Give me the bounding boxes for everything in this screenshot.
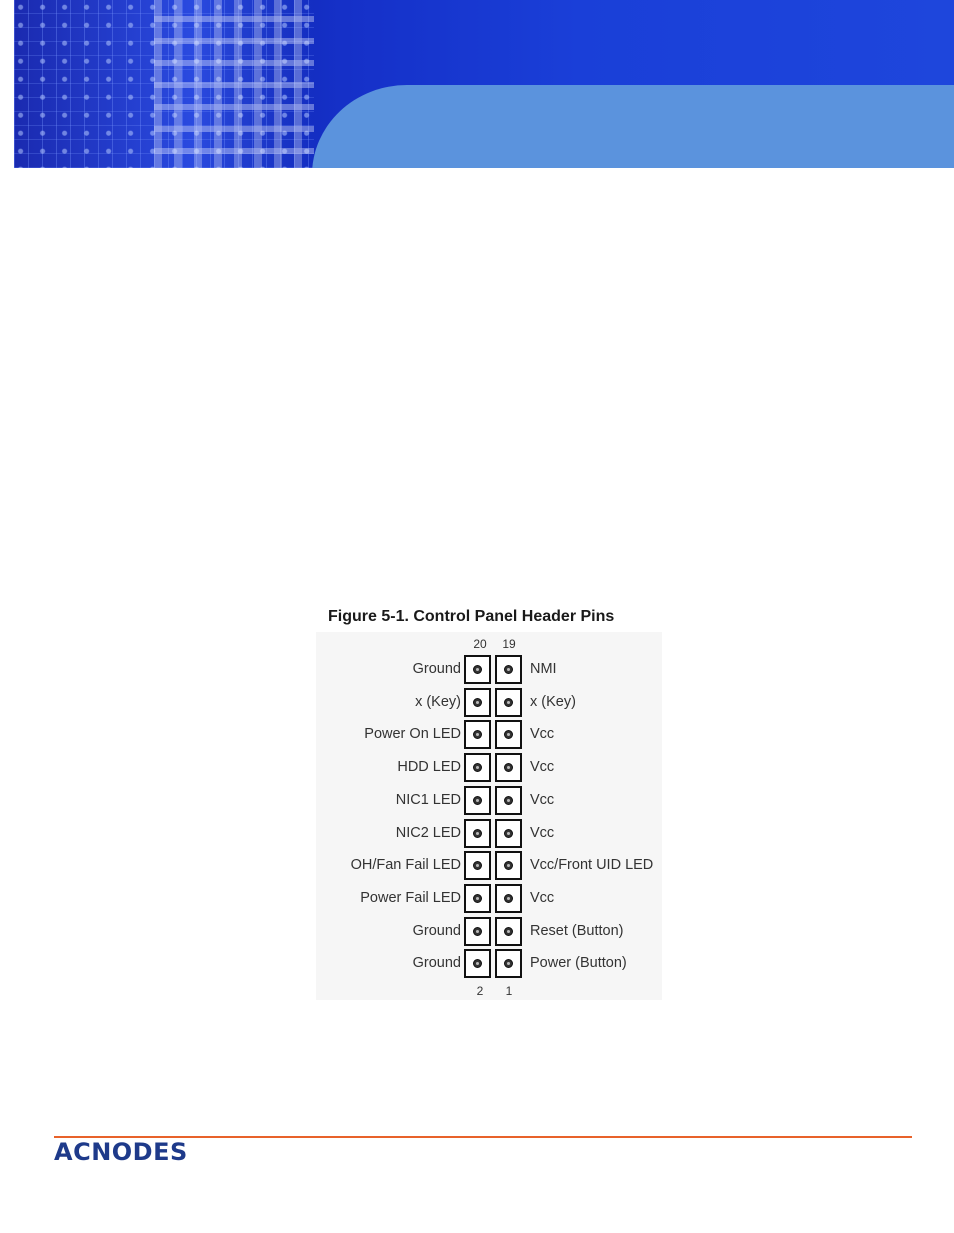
pin-label-left: OH/Fan Fail LED [350, 857, 461, 874]
pin-contact-icon [504, 698, 513, 707]
pin-contact-icon [504, 763, 513, 772]
pin-number-top-right: 19 [502, 637, 516, 651]
figure-title: Figure 5-1. Control Panel Header Pins [328, 608, 615, 625]
pin-right [495, 753, 522, 782]
pin-contact-icon [473, 861, 482, 870]
pin-contact-icon [504, 665, 513, 674]
pin-contact-icon [504, 959, 513, 968]
pin-right [495, 949, 522, 978]
pin-right [495, 786, 522, 815]
pin-left [464, 655, 491, 684]
pin-contact-icon [504, 829, 513, 838]
pin-label-left: HDD LED [397, 759, 461, 776]
pin-contact-icon [473, 959, 482, 968]
pin-label-left: NIC1 LED [395, 791, 461, 808]
pin-label-right: Vcc [530, 889, 555, 906]
control-panel-header-diagram [464, 655, 526, 981]
pin-left [464, 949, 491, 978]
circuit-components-image [154, 0, 314, 168]
pin-right [495, 851, 522, 880]
pin-label-right: Vcc/Front UID LED [530, 857, 654, 874]
pin-contact-icon [504, 861, 513, 870]
pin-left [464, 720, 491, 749]
acnodes-logo: ACNODES [54, 1138, 188, 1166]
pin-number-bottom-left: 2 [476, 984, 484, 998]
pin-contact-icon [473, 829, 482, 838]
pin-left [464, 753, 491, 782]
pin-label-left: NIC2 LED [395, 824, 461, 841]
pin-number-top-left: 20 [473, 637, 487, 651]
pin-label-right: Vcc [530, 791, 555, 808]
pin-left [464, 786, 491, 815]
pin-label-left: Power Fail LED [360, 889, 461, 906]
pin-contact-icon [473, 698, 482, 707]
pin-label-right: Vcc [530, 759, 555, 776]
pin-left [464, 819, 491, 848]
banner-wave-shape [312, 85, 954, 168]
header-banner [14, 0, 954, 168]
pin-left [464, 851, 491, 880]
pin-label-right: Power (Button) [530, 955, 627, 972]
pin-label-left: Ground [412, 661, 461, 677]
pin-right [495, 884, 522, 913]
pin-label-right: Reset (Button) [530, 922, 624, 939]
pin-left [464, 688, 491, 717]
pin-label-right: NMI [530, 661, 557, 677]
pin-label-left: Power On LED [364, 726, 461, 743]
pin-label-left: Ground [412, 922, 461, 939]
pin-contact-icon [504, 927, 513, 936]
pin-contact-icon [473, 796, 482, 805]
pin-right [495, 688, 522, 717]
pin-contact-icon [473, 894, 482, 903]
pin-contact-icon [504, 894, 513, 903]
pin-contact-icon [473, 763, 482, 772]
pin-label-left: Ground [412, 955, 461, 972]
pin-right [495, 720, 522, 749]
pin-label-left: x (Key) [415, 693, 461, 710]
pin-contact-icon [504, 796, 513, 805]
pin-right [495, 917, 522, 946]
pin-contact-icon [473, 730, 482, 739]
pin-left [464, 884, 491, 913]
pin-label-right: Vcc [530, 726, 555, 743]
pin-right [495, 655, 522, 684]
pin-contact-icon [473, 665, 482, 674]
pin-number-bottom-right: 1 [505, 984, 513, 998]
pin-right [495, 819, 522, 848]
pin-label-right: x (Key) [530, 693, 576, 710]
pin-contact-icon [504, 730, 513, 739]
pin-contact-icon [473, 927, 482, 936]
pin-label-right: Vcc [530, 824, 555, 841]
pin-left [464, 917, 491, 946]
